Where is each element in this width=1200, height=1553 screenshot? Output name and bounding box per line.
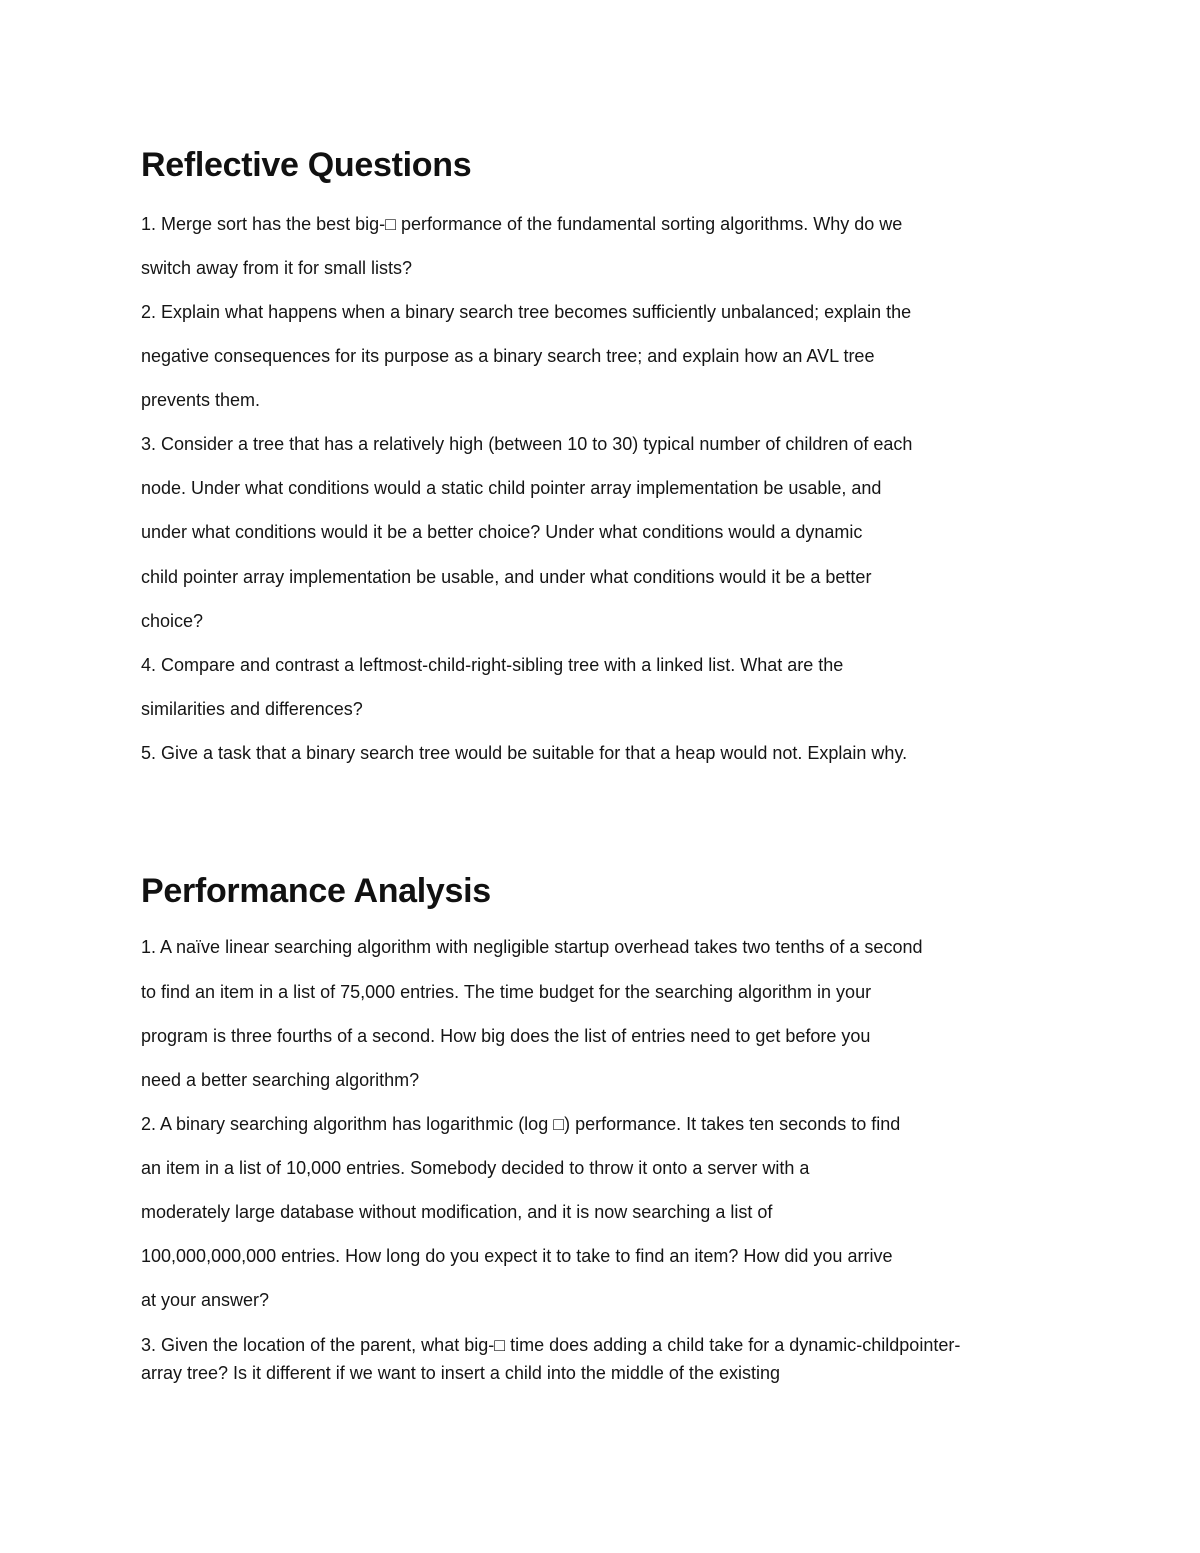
reflective-question-5-line-1: 5. Give a task that a binary search tree would be suitable for that a heap would not. Explain why.: [141, 743, 908, 763]
performance-question-1-line-3: program is three fourths of a second. How big does the list of entries need to get before you: [141, 1026, 871, 1046]
performance-question-1-line-2: to find an item in a list of 75,000 entries. The time budget for the searching algorithm in your: [141, 982, 872, 1002]
performance-question-1-line-4: need a better searching algorithm?: [141, 1070, 420, 1090]
reflective-question-3-line-3: under what conditions would it be a better choice? Under what conditions would a dynamic: [141, 522, 863, 542]
performance-question-2-line-5: at your answer?: [141, 1290, 270, 1310]
reflective-question-2-line-2: negative consequences for its purpose as a binary search tree; and explain how an AVL tree: [141, 346, 875, 366]
reflective-question-3-line-4: child pointer array implementation be usable, and under what conditions would it be a better: [141, 567, 872, 587]
reflective-question-2-line-3: prevents them.: [141, 390, 261, 410]
reflective-question-4-line-2: similarities and differences?: [141, 699, 363, 719]
section-heading-reflective-questions: Reflective Questions: [141, 146, 472, 184]
reflective-question-3-line-5: choice?: [141, 611, 204, 631]
reflective-question-1-line-2: switch away from it for small lists?: [141, 258, 413, 278]
section-heading-performance-analysis: Performance Analysis: [141, 872, 491, 910]
performance-question-2-line-2: an item in a list of 10,000 entries. Somebody decided to throw it onto a server with a: [141, 1158, 810, 1178]
performance-question-3-line-1: 3. Given the location of the parent, what big-□ time does adding a child take for a dynamic-childpointer-: [141, 1335, 961, 1355]
performance-question-2-line-4: 100,000,000,000 entries. How long do you expect it to take to find an item? How did you arrive: [141, 1246, 893, 1266]
reflective-question-1-line-1: 1. Merge sort has the best big-□ performance of the fundamental sorting algorithms. Why do we: [141, 214, 903, 234]
reflective-question-2-line-1: 2. Explain what happens when a binary search tree becomes sufficiently unbalanced; explain the: [141, 302, 912, 322]
performance-question-2-line-3: moderately large database without modification, and it is now searching a list of: [141, 1202, 773, 1222]
performance-question-2-line-1: 2. A binary searching algorithm has logarithmic (log □) performance. It takes ten seconds to find: [141, 1114, 901, 1134]
reflective-question-3-line-1: 3. Consider a tree that has a relatively high (between 10 to 30) typical number of children of each: [141, 434, 913, 454]
performance-question-3-line-2: array tree? Is it different if we want to insert a child into the middle of the existing: [141, 1363, 780, 1383]
reflective-question-3-line-2: node. Under what conditions would a static child pointer array implementation be usable, and: [141, 478, 882, 498]
performance-question-1-line-1: 1. A naïve linear searching algorithm with negligible startup overhead takes two tenths of a second: [141, 937, 923, 957]
reflective-question-4-line-1: 4. Compare and contrast a leftmost-child-right-sibling tree with a linked list. What are the: [141, 655, 844, 675]
